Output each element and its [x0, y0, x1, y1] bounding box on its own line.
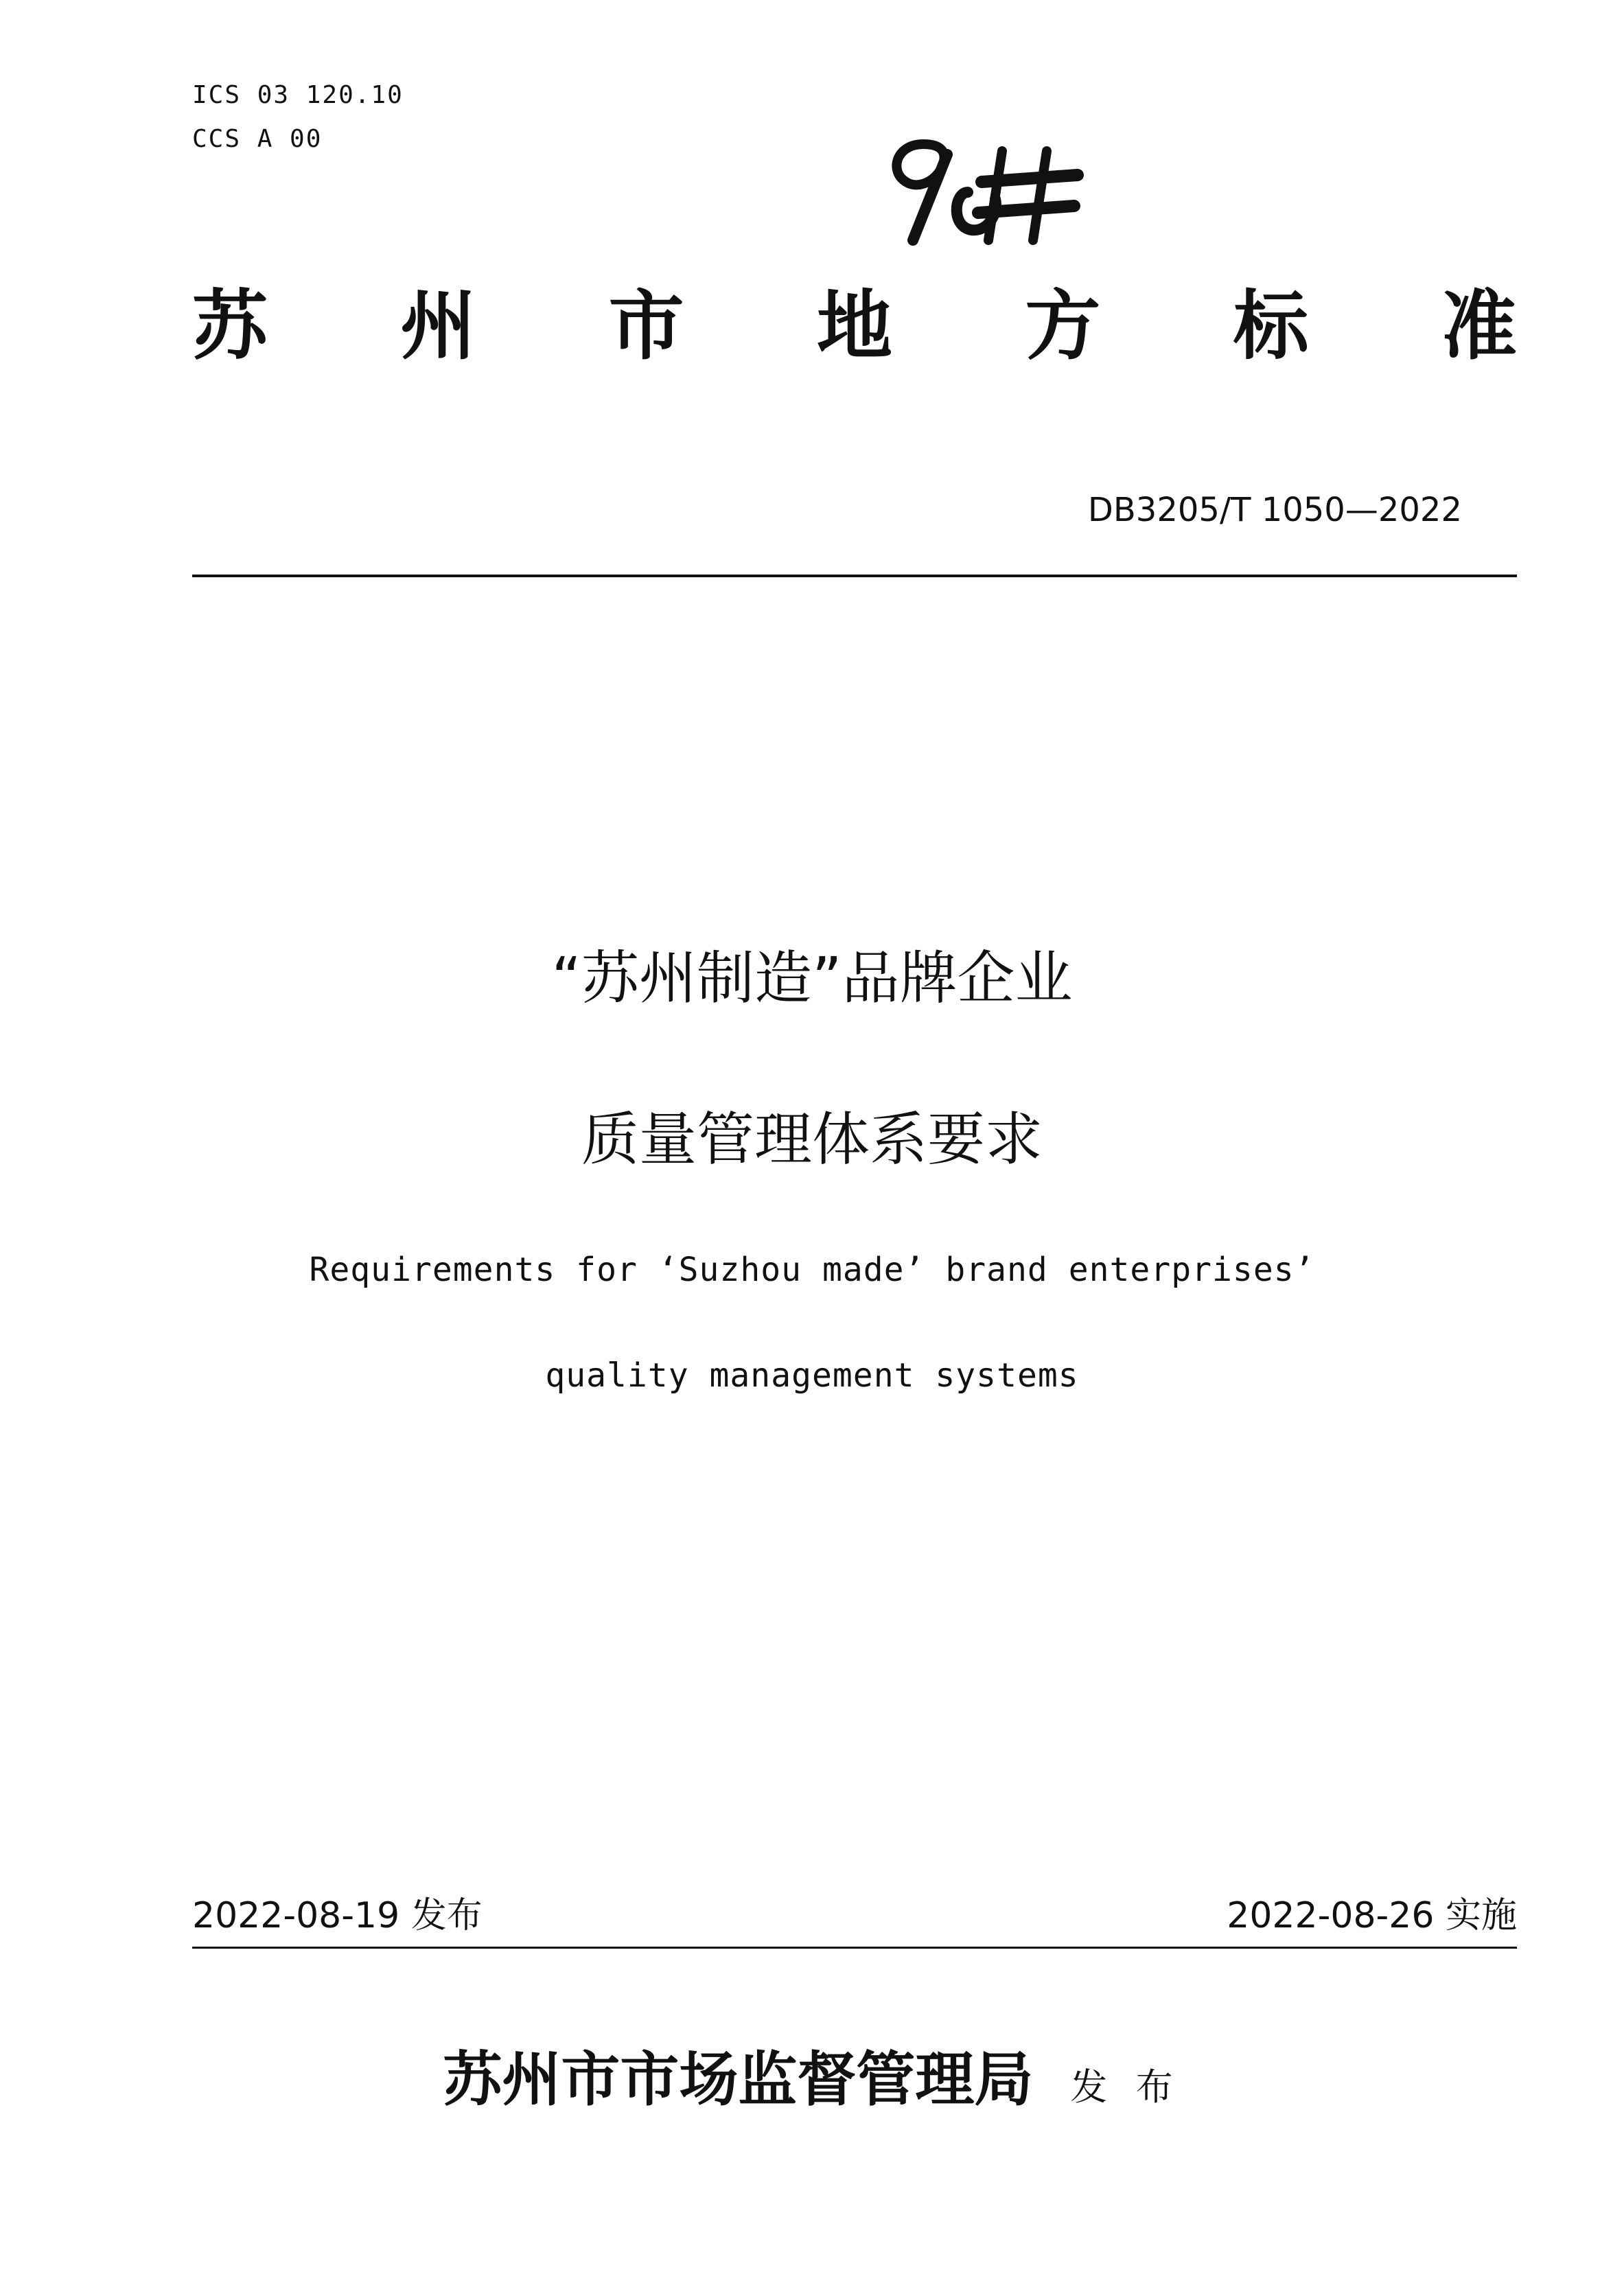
publisher-line	[0, 2032, 1624, 2117]
title-chinese-line1: “苏州制造”品牌企业	[551, 944, 1073, 1012]
ccs-code: CCS A 00	[192, 125, 323, 153]
publisher-suffix: 发 布	[1070, 2065, 1181, 2109]
standard-category	[192, 281, 1517, 370]
title-english-line2: quality management systems	[545, 1356, 1079, 1395]
db-local-standard-logo-icon	[885, 130, 1084, 247]
top-divider	[192, 575, 1517, 577]
category-char: 苏	[192, 281, 268, 370]
category-char: 地	[816, 281, 892, 370]
ics-code: ICS 03 120.10	[192, 81, 404, 109]
category-char: 州	[400, 281, 476, 370]
category-char: 准	[1441, 281, 1517, 370]
category-char: 市	[608, 281, 684, 370]
category-char: 标	[1233, 281, 1309, 370]
issue-date: 2022-08-19 发布	[192, 1895, 483, 1936]
standard-number: DB3205/T 1050—2022	[1087, 491, 1462, 529]
title-chinese-line2: 质量管理体系要求	[581, 1106, 1043, 1173]
category-char: 方	[1025, 281, 1101, 370]
implementation-date: 2022-08-26 实施	[1227, 1895, 1517, 1936]
bottom-divider	[192, 1947, 1517, 1949]
title-english-line1: Requirements for ‘Suzhou made’ brand enterprises’	[309, 1251, 1315, 1289]
publisher-name: 苏州市市场监督管理局	[443, 2045, 1034, 2114]
